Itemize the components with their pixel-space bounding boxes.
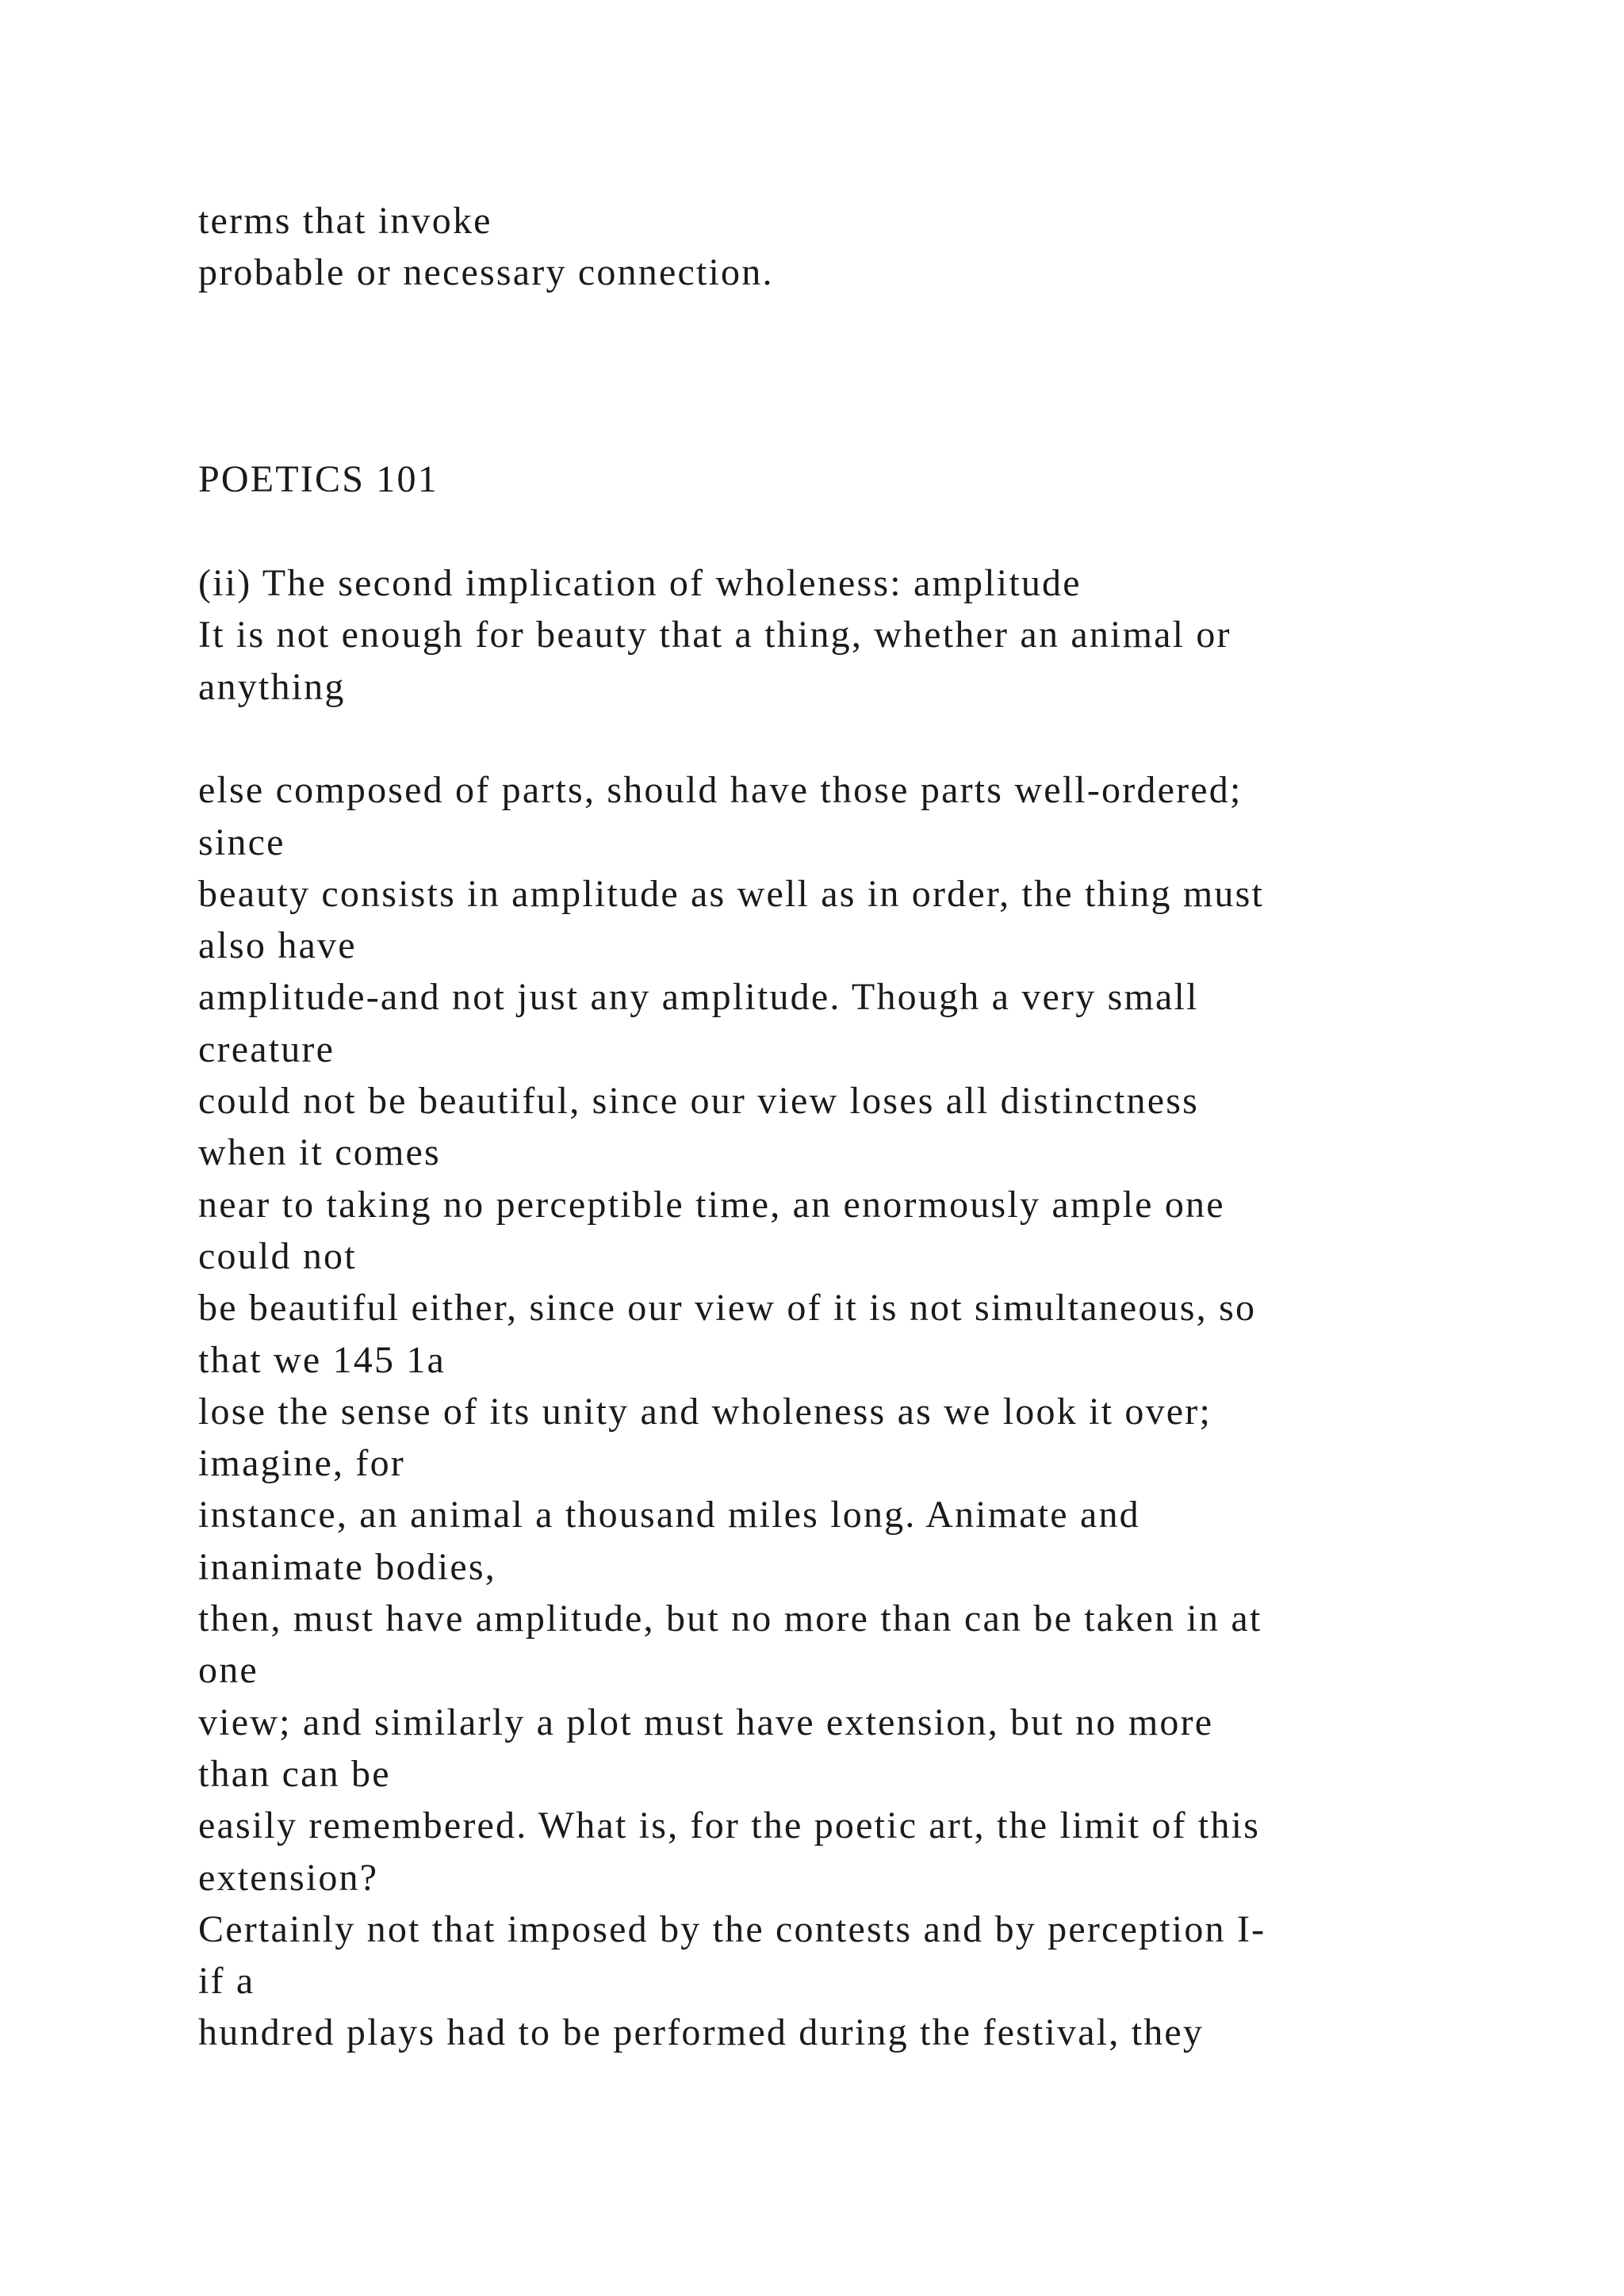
- text-line: anything: [198, 665, 346, 708]
- blank-line: [198, 299, 1562, 350]
- blank-line: [198, 402, 1562, 453]
- blank-line: [198, 506, 1562, 557]
- blank-line: [198, 713, 1562, 764]
- text-line: creature: [198, 1027, 335, 1070]
- text-line: lose the sense of its unity and wholeness as we look it over;: [198, 1390, 1212, 1433]
- text-line: if a: [198, 1960, 255, 2003]
- text-line: extension?: [198, 1856, 379, 1899]
- text-line: terms that invoke: [198, 200, 492, 242]
- document-body: [198, 195, 1562, 2059]
- text-line: since: [198, 821, 285, 863]
- text-line: instance, an animal a thousand miles long. Animate and: [198, 1494, 1140, 1536]
- text-line: near to taking no perceptible time, an enormously ample one: [198, 1183, 1225, 1226]
- text-line: could not: [198, 1234, 357, 1277]
- text-line: then, must have amplitude, but no more than can be taken in at: [198, 1598, 1262, 1640]
- text-line: view; and similarly a plot must have extension, but no more: [198, 1701, 1214, 1743]
- text-line: hundred plays had to be performed during the festival, they: [198, 2011, 1205, 2054]
- text-line: could not be beautiful, since our view loses all distinctness: [198, 1080, 1199, 1123]
- text-line: beauty consists in amplitude as well as in order, the thing must: [198, 872, 1265, 915]
- text-line: else composed of parts, should have those parts well-ordered;: [198, 769, 1243, 812]
- text-line: also have: [198, 924, 357, 967]
- text-line: It is not enough for beauty that a thing, whether an animal or: [198, 614, 1231, 656]
- text-line: one: [198, 1649, 259, 1692]
- text-line: than can be: [198, 1752, 391, 1795]
- text-line: imagine, for: [198, 1442, 405, 1485]
- text-line: probable or necessary connection.: [198, 251, 774, 294]
- text-line: Certainly not that imposed by the contests and by perception I-: [198, 1908, 1266, 1950]
- section-heading: POETICS 101: [198, 458, 439, 501]
- text-line: easily remembered. What is, for the poetic art, the limit of this: [198, 1804, 1261, 1847]
- text-line: that we 145 1a: [198, 1338, 446, 1381]
- text-line: when it comes: [198, 1131, 441, 1174]
- text-line: be beautiful either, since our view of it is not simultaneous, so: [198, 1287, 1257, 1330]
- blank-line: [198, 350, 1562, 402]
- text-line: inanimate bodies,: [198, 1545, 496, 1588]
- text-line: amplitude-and not just any amplitude. Though a very small: [198, 976, 1199, 1019]
- subsection-heading: (ii) The second implication of wholeness: amplitude: [198, 562, 1082, 605]
